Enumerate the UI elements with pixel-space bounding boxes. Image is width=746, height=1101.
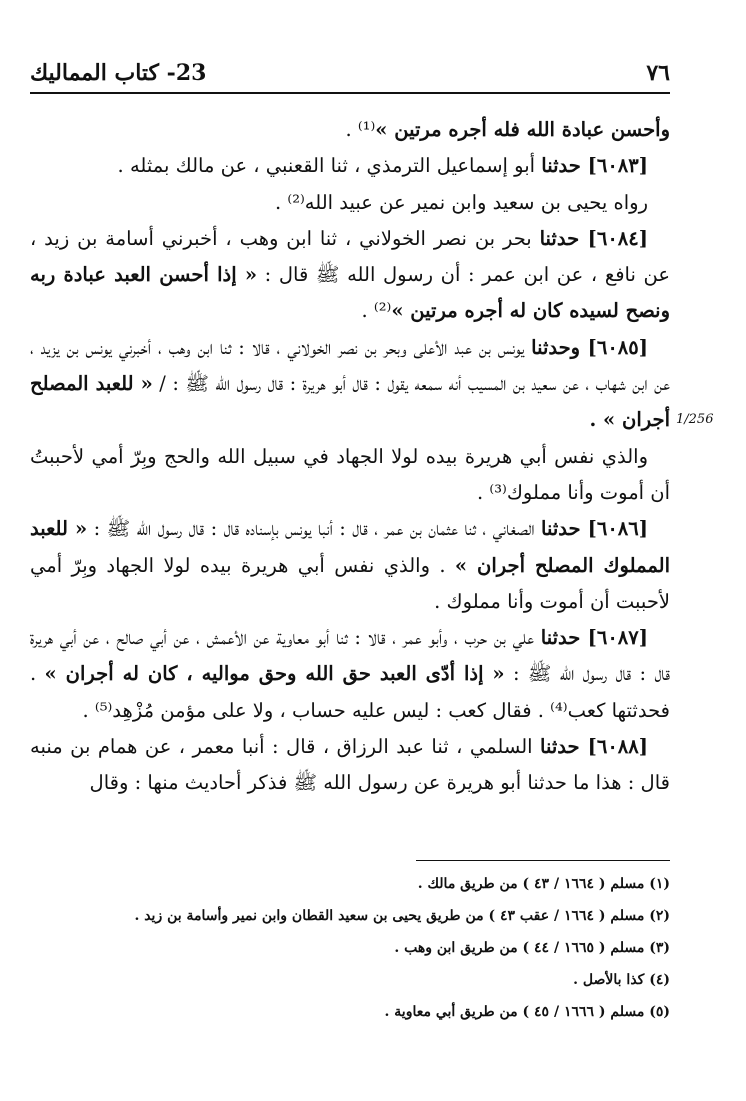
footnote: (٥) مسلم ( ١٦٦٦ / ٤٥ ) من طريق أبي معاوية . <box>384 1004 670 1020</box>
page-number: ٧٦ <box>646 60 670 86</box>
chapter-title: 23- كتاب المماليك <box>30 60 207 86</box>
bold-text: « إذا أحسن العبد عبادة ربه ونصح لسيده كان له أجره مرتين » <box>30 263 670 323</box>
text-run: رواه يحيى بن سعيد وابن نمير عن عبيد الله⁽²⁾ . <box>275 190 648 214</box>
text-run: الصغاني ، ثنا عثمان بن عمر ، قال : أنبا يونس بإسناده قال : قال رسول الله ﷺ : <box>87 517 542 541</box>
bold-text: [٦٠٨٨] حدثنا <box>540 735 648 759</box>
hadith-paragraph <box>30 511 670 620</box>
bold-text: « للعبد المملوك المصلح أجران » <box>30 517 670 577</box>
hadith-paragraph <box>30 112 670 148</box>
header-rule <box>30 92 670 94</box>
bold-text: « إذا أدّى العبد حق الله وحق مواليه ، كان له أجران » <box>44 662 505 686</box>
footnote: (٣) مسلم ( ١٦٦٥ / ٤٤ ) من طريق ابن وهب . <box>394 940 670 956</box>
hadith-paragraph <box>30 729 670 802</box>
main-text <box>30 112 670 802</box>
margin-reference: 1/256 <box>676 412 714 427</box>
hadith-paragraph <box>30 620 670 729</box>
bold-text: [٦٠٨٧] حدثنا <box>540 626 648 650</box>
footnote: (٤) كذا بالأصل . <box>573 972 670 988</box>
text-run: يونس بن عبد الأعلى وبحر بن نصر الخولاني ، قالا : ثنا ابن وهب ، أخبرني يونس بن يزيد ، عن ابن شهاب ، عن سعيد بن المسيب أنه سمعه يقول : قال أبو هريرة : قال رسول الله ﷺ : / <box>30 335 670 396</box>
text-run: . فحدثتها كعب⁽⁴⁾ . فقال كعب : ليس عليه حساب ، ولا على مؤمن مُزْهِد⁽⁵⁾ . <box>30 662 670 722</box>
text-run: أبو إسماعيل الترمذي ، ثنا القعنبي ، عن مالك بمثله . <box>117 154 542 178</box>
footnote: (٢) مسلم ( ١٦٦٤ / عقب ٤٣ ) من طريق يحيى بن سعيد القطان وابن نمير وأسامة بن زيد . <box>134 908 670 924</box>
text-run: السلمي ، ثنا عبد الرزاق ، قال : أنبا معمر ، عن همام بن منبه قال : هذا ما حدثنا أبو هريرة عن رسول الله ﷺ فذكر أحاديث منها : وقال <box>30 735 670 795</box>
hadith-paragraph <box>30 185 670 221</box>
text-run: ⁽²⁾ . <box>361 299 392 323</box>
text-run: ⁽¹⁾ . <box>345 118 376 141</box>
hadith-paragraph <box>30 221 670 330</box>
footnote: (١) مسلم ( ١٦٦٤ / ٤٣ ) من طريق مالك . <box>417 876 670 892</box>
text-run: . والذي نفس أبي هريرة بيده لولا الجهاد وبِرّ أمي لأحببت أن أموت وأنا مملوك . <box>30 553 670 613</box>
text-run: والذي نفس أبي هريرة بيده لولا الجهاد في سبيل الله والحج وبِرّ أمي لأحببتُ أن أموت وأنا مملوك⁽³⁾ . <box>30 444 670 504</box>
bold-text: [٦٠٨٤] حدثنا <box>539 226 648 250</box>
bold-text: [٦٠٨٣] حدثنا <box>541 154 648 178</box>
footnote-separator <box>416 860 670 861</box>
hadith-paragraph <box>30 439 670 512</box>
bold-text: « للعبد المصلح أجران » . <box>30 372 670 432</box>
hadith-paragraph <box>30 148 670 184</box>
text-run: علي بن حرب ، وأبو عمر ، قالا : ثنا أبو معاوية عن الأعمش ، عن أبي صالح ، عن أبي هريرة قال : قال رسول الله ﷺ : <box>30 626 670 686</box>
text-run: بحر بن نصر الخولاني ، ثنا ابن وهب ، أخبرني أسامة بن زيد ، عن نافع ، عن ابن عمر : أن رسول الله ﷺ قال : <box>30 226 670 287</box>
bold-text: وأحسن عبادة الله فله أجره مرتين » <box>375 118 670 141</box>
bold-text: [٦٠٨٦] حدثنا <box>541 517 648 541</box>
footnotes <box>30 868 670 1028</box>
bold-text: [٦٠٨٥] وحدثنا <box>531 335 648 359</box>
page-header <box>30 60 670 90</box>
hadith-paragraph <box>30 330 670 439</box>
